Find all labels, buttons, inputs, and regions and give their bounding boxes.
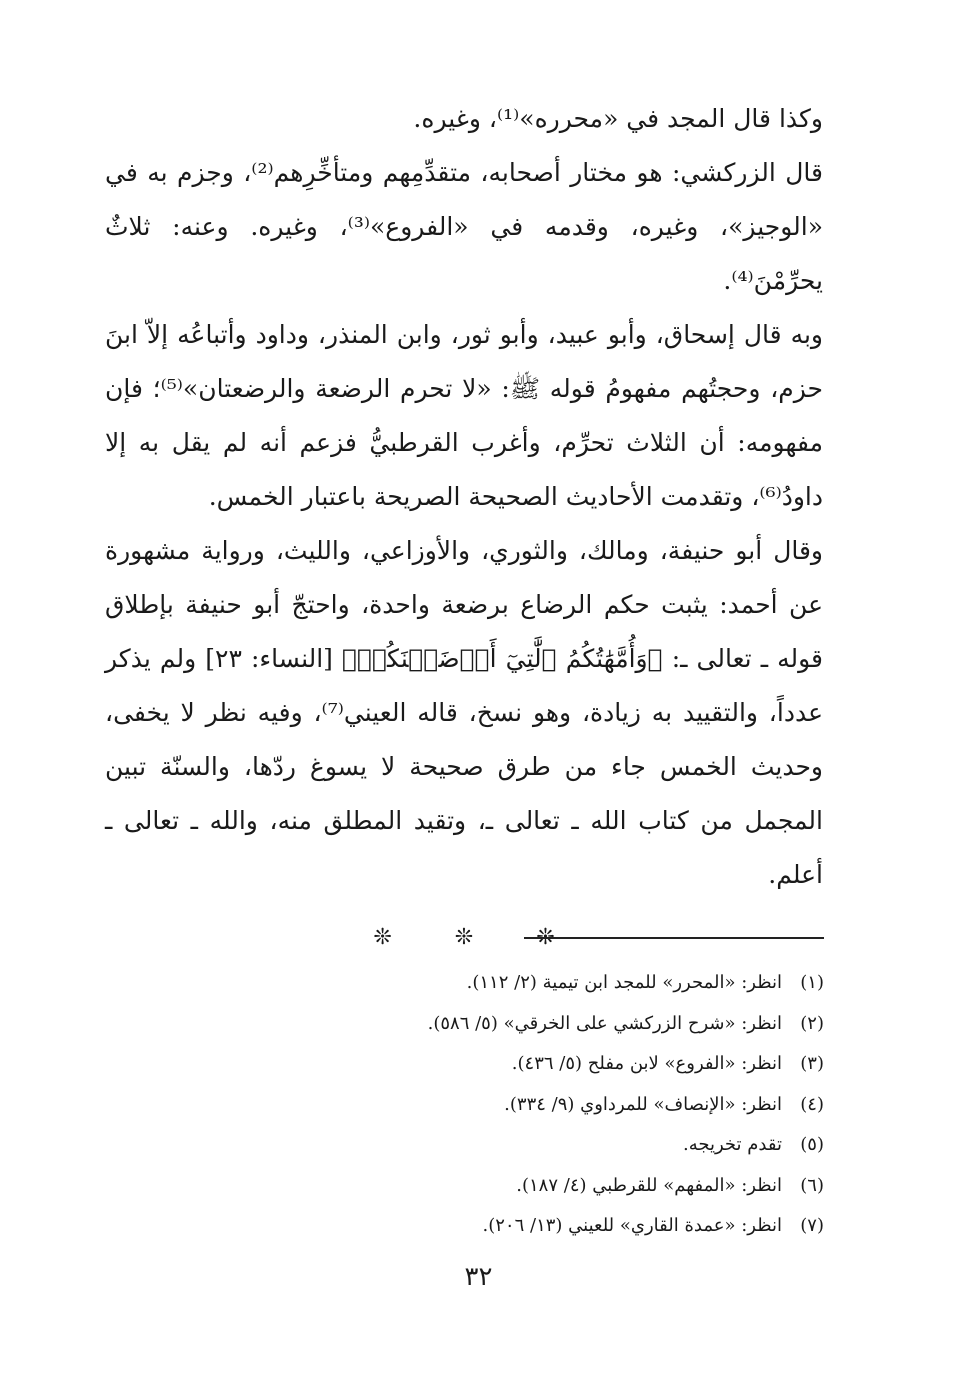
footnote-text: انظر: «المحرر» للمجد ابن تيمية (٢/ ١١٢). <box>466 972 782 993</box>
footnote-number: (٧) <box>800 1215 824 1236</box>
section-divider: ❊ ❊ ❊ <box>373 925 583 950</box>
footnote-text: انظر: «المفهم» للقرطبي (٤/ ١٨٧). <box>516 1174 782 1196</box>
footnote-item <box>124 1085 824 1126</box>
footnote-item <box>124 1125 824 1166</box>
paragraph-4: وقال أبو حنيفة، ومالك، والثوري، والأوزاعي، والليث، ورواية مشهورة عن أحمد: يثبت حكم الرضاع برضعة واحدة، واحتجّ أبو حنيفة بإطلاق قوله ـ تعالى ـ: ﴿وَأُمَّهَٰتُكُمُ ٱلَّٰتِيٓ أَرۡضَعۡنَكُمۡ﴾ [النساء: ٢٣] ولم يذكر عدداً، والتقييد به زيادة، وهو نسخ، قاله العيني⁽⁷⁾، وفيه نظر لا يخفى، وحديث الخمس جاء من طرق صحيحة لا يسوغ ردّها، والسنّة تبين المجمل من كتاب الله ـ تعالى ـ، وتقيد المطلق منه، والله ـ تعالى ـ أعلم. <box>105 536 823 889</box>
footnote-item <box>124 1044 824 1085</box>
footnote-number: (٥) <box>800 1134 824 1155</box>
footnote-number: (١) <box>800 972 824 993</box>
paragraph-2: قال الزركشي: هو مختار أصحابه، متقدِّمِهم ومتأخِّرِهم⁽²⁾، وجزم به في «الوجيز»، وغيره، وقدمه في «الفروع»⁽³⁾، وغيره. وعنه: ثلاثٌ يحرِّمْنَ⁽⁴⁾. <box>105 158 823 295</box>
footnote-item <box>124 963 824 1004</box>
footnote-number: (٢) <box>800 1012 824 1034</box>
footnote-text: انظر: «شرح الزركشي على الخرقي» (٥/ ٥٨٦). <box>427 1012 782 1034</box>
footnote-item <box>124 1004 824 1045</box>
paragraph-3: وبه قال إسحاق، وأبو عبيد، وأبو ثور، وابن المنذر، وداود وأتباعُه إلاّ ابنَ حزم، وحجتُهم مفهومُ قوله ﷺ: «لا تحرم الرضعة والرضعتان»⁽⁵⁾؛ فإن مفهومه: أن الثلاث تحرِّم، وأغرب القرطبيُّ فزعم أنه لم يقل به إلا داودُ⁽⁶⁾، وتقدمت الأحاديث الصحيحة الصريحة باعتبار الخمس. <box>105 320 823 511</box>
footnote-number: (٤) <box>800 1093 824 1115</box>
footnote-text: انظر: «الإنصاف» للمرداوي (٩/ ٣٣٤). <box>504 1093 782 1115</box>
paragraph-1: وكذا قال المجد في «محرره»⁽¹⁾، وغيره. <box>413 104 823 133</box>
footnote-separator <box>524 937 824 939</box>
footnote-item <box>124 1166 824 1207</box>
footnotes <box>124 963 824 1247</box>
footnote-text: انظر: «الفروع» لابن مفلح (٥/ ٤٣٦). <box>511 1053 782 1074</box>
footnote-text: انظر: «عمدة القاري» للعيني (١٣/ ٢٠٦). <box>482 1215 782 1236</box>
page-number: ٣٢ <box>464 1262 493 1292</box>
footnote-item <box>124 1206 824 1247</box>
footnote-number: (٦) <box>800 1174 824 1196</box>
footnote-number: (٣) <box>800 1053 824 1074</box>
main-text <box>105 92 823 958</box>
footnote-text: تقدم تخريجه. <box>683 1134 782 1155</box>
